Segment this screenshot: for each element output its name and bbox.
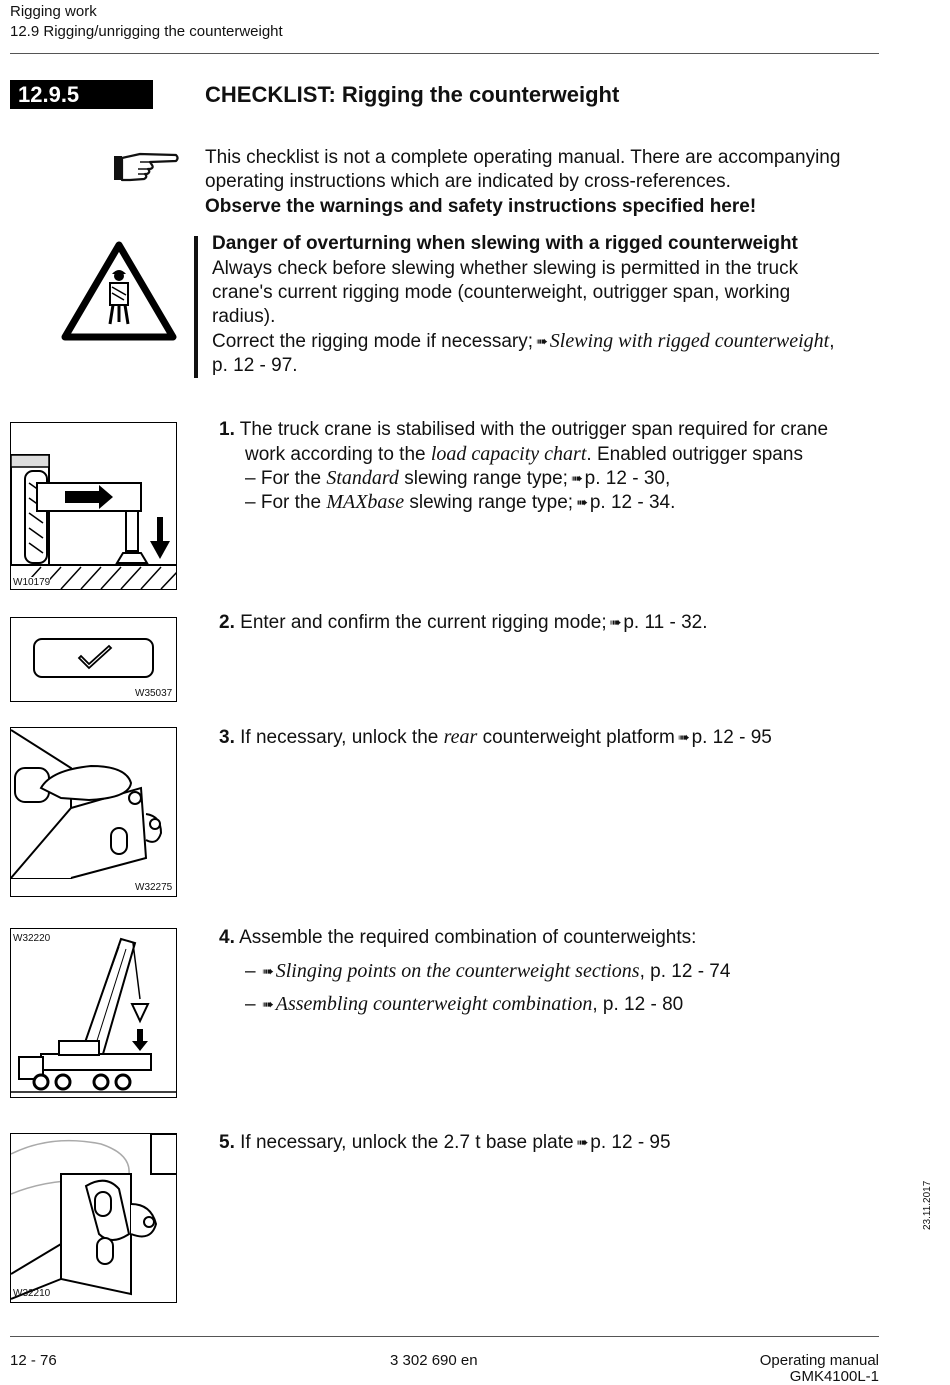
step-5-text	[219, 1130, 671, 1155]
revision-date: 23.11.2017	[922, 1180, 933, 1230]
warning-person-icon	[60, 240, 178, 342]
step-5-instruction: If necessary, unlock the 2.7 t base plate	[240, 1132, 574, 1153]
page-reference: , p. 12 - 80	[592, 994, 684, 1015]
manual-type: Operating manual	[759, 1352, 879, 1369]
page-reference-link[interactable]: p. 11 - 32.	[623, 612, 708, 633]
figure-label: W32220	[13, 933, 51, 944]
warning-line-4-suffix: ,	[829, 331, 835, 352]
figure-base-plate	[10, 1133, 177, 1303]
list-dash: –	[245, 994, 256, 1015]
warning-title: Danger of overturning when slewing with a rigged counterweight	[212, 233, 798, 254]
step-number: 5.	[219, 1132, 235, 1153]
step-1-line-2-suffix: . Enabled outrigger spans	[586, 444, 803, 465]
reference-arrow-icon: ➠	[262, 996, 273, 1012]
warning-line-2: crane's current rigging mode (counterweight, outrigger span, working	[212, 282, 791, 303]
step-1-line-2-prefix: work according to the	[245, 444, 426, 465]
base-plate-illustration	[11, 1134, 177, 1303]
section-title: CHECKLIST: Rigging the counterweight	[205, 82, 620, 107]
warning-bar	[194, 236, 198, 378]
step-3-prefix: If necessary, unlock the	[240, 727, 439, 748]
page-reference-link[interactable]: p. 12 - 34.	[589, 492, 676, 513]
section-number: 12.9.5	[10, 80, 153, 109]
step-2-text	[219, 610, 708, 635]
list-dash: –	[245, 961, 256, 982]
step-1-sub-1-prefix: – For the	[245, 468, 322, 489]
page-reference-link[interactable]: p. 12 - 95	[691, 727, 772, 748]
page-number: 12 - 76	[10, 1352, 57, 1369]
note-line-2: operating instructions which are indicated by cross-references.	[205, 171, 731, 192]
step-4-instruction: Assemble the required combination of counterweights:	[239, 927, 697, 948]
reference-arrow-icon: ➠	[609, 614, 621, 630]
rear-platform-illustration	[11, 728, 177, 897]
step-1-line-1	[219, 418, 828, 442]
step-1-line-2	[245, 442, 803, 467]
reference-arrow-icon: ➠	[536, 333, 547, 349]
step-number: 2.	[219, 612, 235, 633]
step-1-sub-1	[245, 466, 670, 491]
step-number: 4.	[219, 927, 235, 948]
page-reference-link[interactable]: p. 12 - 95	[590, 1132, 671, 1153]
truck-crane-illustration	[11, 929, 177, 1098]
figure-label: W32210	[13, 1288, 51, 1299]
cross-reference-link[interactable]: Slinging points on the counterweight sections	[275, 960, 640, 982]
step-3-text	[219, 725, 772, 750]
footer-divider	[10, 1336, 879, 1337]
reference-arrow-icon: ➠	[677, 729, 689, 745]
cross-reference-link[interactable]: Assembling counterweight combination	[275, 993, 593, 1015]
header-divider	[10, 53, 879, 54]
outrigger-illustration	[11, 423, 177, 590]
figure-confirm-button	[10, 617, 177, 702]
reference-arrow-icon: ➠	[570, 470, 582, 486]
document-number: 3 302 690 en	[390, 1352, 478, 1369]
warning-line-4	[212, 329, 835, 354]
page-reference: , p. 12 - 74	[639, 961, 731, 982]
pointing-hand-icon	[110, 150, 180, 186]
step-number: 3.	[219, 727, 235, 748]
load-capacity-chart-term: load capacity chart	[430, 443, 587, 465]
figure-crane-counterweight	[10, 928, 177, 1098]
running-header-section: 12.9 Rigging/unrigging the counterweight	[10, 23, 283, 40]
reference-arrow-icon: ➠	[576, 1134, 588, 1150]
figure-label: W32275	[135, 882, 173, 893]
step-4-sub-2	[245, 992, 683, 1017]
step-number: 1.	[219, 419, 235, 440]
crane-model: GMK4100L-1	[789, 1368, 879, 1385]
step-1-sub-2-mid: slewing range type;	[409, 492, 574, 513]
warning-line-1: Always check before slewing whether slewing is permitted in the truck	[212, 258, 799, 279]
maxbase-term: MAXbase	[326, 491, 405, 513]
figure-outrigger	[10, 422, 177, 590]
step-3-suffix: counterweight platform	[482, 727, 675, 748]
rear-term: rear	[443, 726, 478, 748]
warning-line-3: radius).	[212, 306, 276, 327]
step-1-sub-2	[245, 490, 675, 515]
reference-arrow-icon: ➠	[576, 494, 587, 510]
figure-rear-platform	[10, 727, 177, 897]
note-line-1: This checklist is not a complete operating manual. There are accompanying	[205, 147, 841, 168]
step-1-sub-2-prefix: – For the	[245, 492, 322, 513]
step-2-instruction: Enter and confirm the current rigging mode;	[240, 612, 607, 633]
step-1-sub-1-mid: slewing range type;	[404, 468, 568, 489]
cross-reference-link[interactable]: Slewing with rigged counterweight	[549, 330, 830, 352]
page-reference-link[interactable]: p. 12 - 30,	[584, 468, 671, 489]
step-4-text	[219, 926, 696, 950]
running-header-chapter: Rigging work	[10, 3, 97, 20]
standard-term: Standard	[326, 467, 399, 489]
step-1-text: The truck crane is stabilised with the outrigger span required for crane	[239, 419, 829, 440]
step-4-sub-1	[245, 959, 730, 984]
figure-label: W35037	[135, 688, 173, 699]
figure-label: W10179	[13, 577, 51, 588]
warning-line-4-prefix: Correct the rigging mode if necessary;	[212, 331, 534, 352]
warning-line-5: p. 12 - 97.	[212, 355, 298, 376]
reference-arrow-icon: ➠	[262, 963, 273, 979]
note-line-3: Observe the warnings and safety instructions specified here!	[205, 196, 757, 217]
